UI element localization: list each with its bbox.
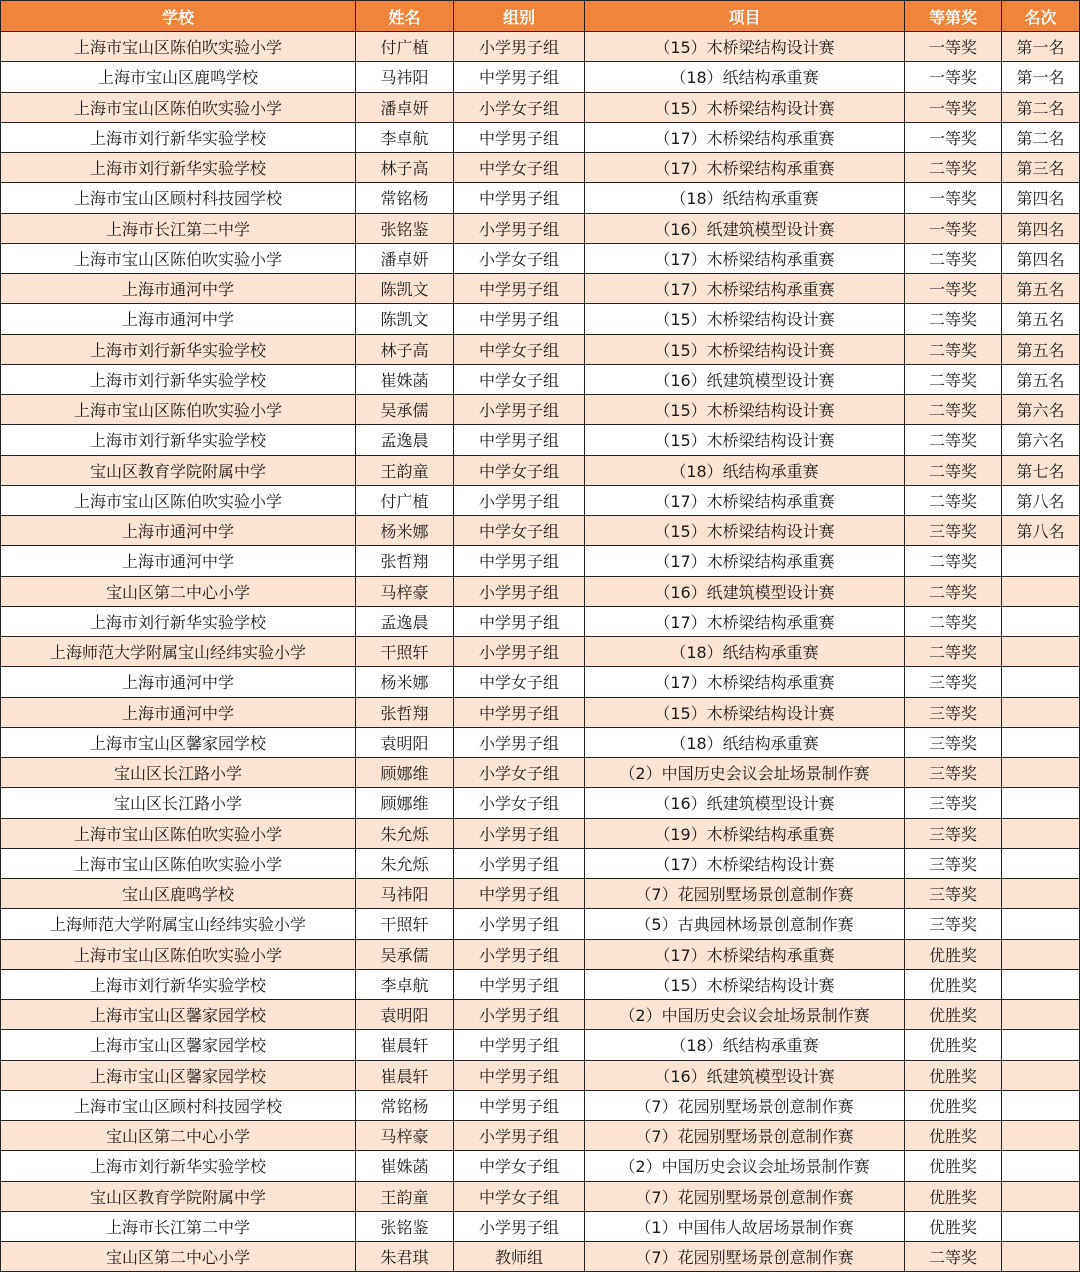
cell-school: 上海市通河中学 — [1, 697, 356, 727]
cell-event: （1）中国伟人故居场景制作赛 — [585, 1211, 905, 1241]
cell-group: 小学女子组 — [454, 788, 585, 818]
cell-school: 上海市刘行新华实验学校 — [1, 425, 356, 455]
cell-event: （18）纸结构承重赛 — [585, 637, 905, 667]
cell-rank — [1002, 758, 1080, 788]
table-row — [1, 32, 1080, 62]
cell-name: 朱君琪 — [356, 1242, 454, 1272]
table-row — [1, 637, 1080, 667]
cell-name: 孟逸晨 — [356, 425, 454, 455]
cell-award: 二等奖 — [905, 1242, 1002, 1272]
table-row — [1, 455, 1080, 485]
cell-group: 小学女子组 — [454, 758, 585, 788]
cell-name: 常铭杨 — [356, 183, 454, 213]
cell-school: 上海市宝山区陈伯吹实验小学 — [1, 939, 356, 969]
cell-name: 朱允烁 — [356, 818, 454, 848]
cell-award: 优胜奖 — [905, 1060, 1002, 1090]
cell-school: 上海市宝山区陈伯吹实验小学 — [1, 848, 356, 878]
header-rank: 名次 — [1002, 1, 1080, 32]
cell-event: （15）木桥梁结构设计赛 — [585, 32, 905, 62]
header-event: 项目 — [585, 1, 905, 32]
cell-award: 二等奖 — [905, 576, 1002, 606]
cell-group: 中学男子组 — [454, 1030, 585, 1060]
cell-school: 上海市宝山区顾村科技园学校 — [1, 1090, 356, 1120]
cell-name: 王韵童 — [356, 1181, 454, 1211]
cell-rank — [1002, 1211, 1080, 1241]
table-header — [1, 1, 1080, 32]
cell-name: 干照轩 — [356, 909, 454, 939]
cell-rank — [1002, 576, 1080, 606]
cell-name: 杨米娜 — [356, 667, 454, 697]
cell-award: 二等奖 — [905, 243, 1002, 273]
cell-event: （18）纸结构承重赛 — [585, 727, 905, 757]
cell-rank — [1002, 697, 1080, 727]
cell-event: （17）木桥梁结构承重赛 — [585, 243, 905, 273]
cell-event: （15）木桥梁结构设计赛 — [585, 516, 905, 546]
cell-group: 中学女子组 — [454, 1151, 585, 1181]
cell-group: 中学女子组 — [454, 364, 585, 394]
cell-school: 上海市宝山区馨家园学校 — [1, 1000, 356, 1030]
table-row — [1, 1181, 1080, 1211]
cell-group: 中学女子组 — [454, 516, 585, 546]
cell-award: 二等奖 — [905, 637, 1002, 667]
cell-event: （17）木桥梁结构承重赛 — [585, 153, 905, 183]
cell-award: 三等奖 — [905, 758, 1002, 788]
cell-name: 马祎阳 — [356, 879, 454, 909]
cell-school: 上海市通河中学 — [1, 546, 356, 576]
cell-name: 林子高 — [356, 334, 454, 364]
table-row — [1, 334, 1080, 364]
cell-rank — [1002, 1121, 1080, 1151]
cell-event: （15）木桥梁结构设计赛 — [585, 425, 905, 455]
cell-group: 中学男子组 — [454, 606, 585, 636]
cell-event: （15）木桥梁结构设计赛 — [585, 92, 905, 122]
cell-name: 陈凯文 — [356, 274, 454, 304]
table-row — [1, 122, 1080, 152]
cell-award: 二等奖 — [905, 546, 1002, 576]
cell-rank: 第三名 — [1002, 153, 1080, 183]
cell-school: 上海市通河中学 — [1, 667, 356, 697]
cell-group: 小学男子组 — [454, 848, 585, 878]
cell-name: 顾娜维 — [356, 788, 454, 818]
cell-award: 二等奖 — [905, 485, 1002, 515]
cell-rank — [1002, 818, 1080, 848]
table-row — [1, 183, 1080, 213]
cell-school: 上海师范大学附属宝山经纬实验小学 — [1, 909, 356, 939]
cell-school: 上海师范大学附属宝山经纬实验小学 — [1, 637, 356, 667]
cell-event: （18）纸结构承重赛 — [585, 62, 905, 92]
cell-school: 上海市宝山区馨家园学校 — [1, 1030, 356, 1060]
cell-group: 中学女子组 — [454, 153, 585, 183]
cell-rank: 第一名 — [1002, 32, 1080, 62]
cell-group: 小学男子组 — [454, 939, 585, 969]
cell-school: 上海市宝山区陈伯吹实验小学 — [1, 243, 356, 273]
cell-group: 小学男子组 — [454, 1211, 585, 1241]
table-row — [1, 274, 1080, 304]
table-row — [1, 606, 1080, 636]
cell-event: （19）木桥梁结构承重赛 — [585, 818, 905, 848]
cell-award: 二等奖 — [905, 425, 1002, 455]
cell-event: （2）中国历史会议会址场景制作赛 — [585, 758, 905, 788]
cell-group: 中学男子组 — [454, 697, 585, 727]
cell-name: 潘卓妍 — [356, 92, 454, 122]
cell-group: 中学男子组 — [454, 274, 585, 304]
cell-school: 宝山区鹿鸣学校 — [1, 879, 356, 909]
cell-rank: 第五名 — [1002, 304, 1080, 334]
cell-award: 一等奖 — [905, 32, 1002, 62]
cell-school: 上海市宝山区馨家园学校 — [1, 1060, 356, 1090]
cell-rank — [1002, 667, 1080, 697]
cell-school: 上海市刘行新华实验学校 — [1, 122, 356, 152]
table-row — [1, 1030, 1080, 1060]
table-row — [1, 243, 1080, 273]
cell-school: 上海市宝山区陈伯吹实验小学 — [1, 395, 356, 425]
cell-event: （15）木桥梁结构设计赛 — [585, 334, 905, 364]
cell-name: 袁明阳 — [356, 1000, 454, 1030]
cell-school: 上海市宝山区鹿鸣学校 — [1, 62, 356, 92]
cell-event: （17）木桥梁结构设计赛 — [585, 848, 905, 878]
cell-name: 顾娜维 — [356, 758, 454, 788]
cell-rank: 第一名 — [1002, 62, 1080, 92]
cell-school: 上海市长江第二中学 — [1, 213, 356, 243]
cell-rank — [1002, 606, 1080, 636]
table-row — [1, 1121, 1080, 1151]
cell-group: 中学男子组 — [454, 1090, 585, 1120]
cell-event: （7）花园别墅场景创意制作赛 — [585, 1181, 905, 1211]
cell-rank — [1002, 909, 1080, 939]
cell-rank: 第四名 — [1002, 213, 1080, 243]
cell-group: 中学男子组 — [454, 1060, 585, 1090]
cell-group: 小学男子组 — [454, 909, 585, 939]
cell-event: （7）花园别墅场景创意制作赛 — [585, 1090, 905, 1120]
cell-award: 二等奖 — [905, 153, 1002, 183]
cell-group: 中学男子组 — [454, 546, 585, 576]
table-row — [1, 395, 1080, 425]
cell-group: 中学女子组 — [454, 455, 585, 485]
cell-group: 小学男子组 — [454, 395, 585, 425]
cell-school: 上海市长江第二中学 — [1, 1211, 356, 1241]
cell-name: 吴承儒 — [356, 939, 454, 969]
cell-award: 二等奖 — [905, 606, 1002, 636]
header-school: 学校 — [1, 1, 356, 32]
cell-event: （16）纸建筑模型设计赛 — [585, 788, 905, 818]
cell-name: 付广植 — [356, 485, 454, 515]
cell-event: （7）花园别墅场景创意制作赛 — [585, 1242, 905, 1272]
cell-school: 上海市宝山区顾村科技园学校 — [1, 183, 356, 213]
table-row — [1, 727, 1080, 757]
cell-name: 张哲翔 — [356, 697, 454, 727]
cell-award: 三等奖 — [905, 727, 1002, 757]
table-row — [1, 213, 1080, 243]
cell-school: 宝山区长江路小学 — [1, 758, 356, 788]
cell-award: 三等奖 — [905, 909, 1002, 939]
cell-rank — [1002, 788, 1080, 818]
cell-rank: 第四名 — [1002, 243, 1080, 273]
cell-group: 中学女子组 — [454, 334, 585, 364]
cell-name: 干照轩 — [356, 637, 454, 667]
cell-rank — [1002, 1060, 1080, 1090]
cell-event: （15）木桥梁结构设计赛 — [585, 304, 905, 334]
table-row — [1, 425, 1080, 455]
cell-name: 崔晨轩 — [356, 1060, 454, 1090]
cell-award: 优胜奖 — [905, 1121, 1002, 1151]
table-row — [1, 153, 1080, 183]
cell-school: 宝山区教育学院附属中学 — [1, 455, 356, 485]
cell-award: 三等奖 — [905, 848, 1002, 878]
cell-event: （16）纸建筑模型设计赛 — [585, 364, 905, 394]
cell-award: 优胜奖 — [905, 1030, 1002, 1060]
cell-rank — [1002, 879, 1080, 909]
cell-group: 教师组 — [454, 1242, 585, 1272]
cell-group: 小学男子组 — [454, 637, 585, 667]
cell-award: 三等奖 — [905, 879, 1002, 909]
cell-event: （17）木桥梁结构承重赛 — [585, 606, 905, 636]
table-row — [1, 909, 1080, 939]
cell-group: 中学女子组 — [454, 667, 585, 697]
cell-event: （17）木桥梁结构承重赛 — [585, 939, 905, 969]
cell-event: （17）木桥梁结构承重赛 — [585, 546, 905, 576]
cell-group: 小学女子组 — [454, 243, 585, 273]
cell-award: 一等奖 — [905, 183, 1002, 213]
cell-name: 袁明阳 — [356, 727, 454, 757]
cell-name: 张铭鉴 — [356, 1211, 454, 1241]
cell-rank — [1002, 848, 1080, 878]
cell-school: 上海市通河中学 — [1, 274, 356, 304]
header-row — [1, 1, 1080, 32]
cell-name: 常铭杨 — [356, 1090, 454, 1120]
cell-rank — [1002, 1090, 1080, 1120]
cell-school: 上海市刘行新华实验学校 — [1, 1151, 356, 1181]
cell-award: 一等奖 — [905, 213, 1002, 243]
cell-group: 中学男子组 — [454, 183, 585, 213]
table-row — [1, 788, 1080, 818]
cell-group: 中学男子组 — [454, 425, 585, 455]
cell-group: 小学男子组 — [454, 576, 585, 606]
cell-name: 马梓豪 — [356, 1121, 454, 1151]
cell-group: 小学男子组 — [454, 213, 585, 243]
cell-group: 小学女子组 — [454, 92, 585, 122]
cell-school: 宝山区教育学院附属中学 — [1, 1181, 356, 1211]
cell-award: 二等奖 — [905, 455, 1002, 485]
cell-rank — [1002, 637, 1080, 667]
cell-event: （15）木桥梁结构设计赛 — [585, 697, 905, 727]
cell-event: （16）纸建筑模型设计赛 — [585, 1060, 905, 1090]
cell-rank: 第八名 — [1002, 485, 1080, 515]
cell-name: 吴承儒 — [356, 395, 454, 425]
cell-award: 一等奖 — [905, 274, 1002, 304]
cell-award: 二等奖 — [905, 364, 1002, 394]
cell-award: 优胜奖 — [905, 939, 1002, 969]
cell-award: 三等奖 — [905, 788, 1002, 818]
cell-group: 小学男子组 — [454, 1121, 585, 1151]
cell-school: 上海市通河中学 — [1, 304, 356, 334]
table-row — [1, 1151, 1080, 1181]
cell-school: 上海市宝山区陈伯吹实验小学 — [1, 92, 356, 122]
cell-group: 中学女子组 — [454, 1181, 585, 1211]
cell-award: 三等奖 — [905, 818, 1002, 848]
cell-name: 崔姝菡 — [356, 364, 454, 394]
table-row — [1, 1000, 1080, 1030]
cell-group: 中学男子组 — [454, 304, 585, 334]
table-row — [1, 697, 1080, 727]
cell-event: （18）纸结构承重赛 — [585, 183, 905, 213]
table-row — [1, 516, 1080, 546]
cell-name: 王韵童 — [356, 455, 454, 485]
table-row — [1, 576, 1080, 606]
cell-rank — [1002, 969, 1080, 999]
cell-name: 孟逸晨 — [356, 606, 454, 636]
cell-event: （7）花园别墅场景创意制作赛 — [585, 879, 905, 909]
cell-rank: 第五名 — [1002, 334, 1080, 364]
table-row — [1, 1242, 1080, 1272]
cell-award: 一等奖 — [905, 122, 1002, 152]
cell-rank — [1002, 1000, 1080, 1030]
cell-rank — [1002, 1151, 1080, 1181]
cell-rank — [1002, 1181, 1080, 1211]
cell-event: （18）纸结构承重赛 — [585, 1030, 905, 1060]
cell-group: 小学男子组 — [454, 485, 585, 515]
cell-group: 中学男子组 — [454, 969, 585, 999]
cell-name: 陈凯文 — [356, 304, 454, 334]
table-row — [1, 546, 1080, 576]
table-row — [1, 1090, 1080, 1120]
table-row — [1, 304, 1080, 334]
table-row — [1, 92, 1080, 122]
cell-name: 朱允烁 — [356, 848, 454, 878]
cell-event: （15）木桥梁结构设计赛 — [585, 969, 905, 999]
cell-award: 二等奖 — [905, 334, 1002, 364]
cell-event: （18）纸结构承重赛 — [585, 455, 905, 485]
table-row — [1, 818, 1080, 848]
cell-school: 上海市刘行新华实验学校 — [1, 364, 356, 394]
cell-school: 上海市宝山区陈伯吹实验小学 — [1, 818, 356, 848]
header-award: 等第奖 — [905, 1, 1002, 32]
cell-group: 中学男子组 — [454, 879, 585, 909]
table-row — [1, 969, 1080, 999]
cell-award: 二等奖 — [905, 395, 1002, 425]
cell-award: 优胜奖 — [905, 1181, 1002, 1211]
cell-rank: 第二名 — [1002, 92, 1080, 122]
cell-rank: 第四名 — [1002, 183, 1080, 213]
cell-award: 优胜奖 — [905, 1090, 1002, 1120]
cell-school: 上海市刘行新华实验学校 — [1, 334, 356, 364]
cell-school: 上海市宝山区陈伯吹实验小学 — [1, 485, 356, 515]
cell-event: （7）花园别墅场景创意制作赛 — [585, 1121, 905, 1151]
cell-event: （17）木桥梁结构承重赛 — [585, 122, 905, 152]
cell-rank: 第五名 — [1002, 364, 1080, 394]
cell-group: 小学男子组 — [454, 32, 585, 62]
cell-school: 上海市通河中学 — [1, 516, 356, 546]
cell-award: 优胜奖 — [905, 1000, 1002, 1030]
cell-award: 优胜奖 — [905, 1211, 1002, 1241]
cell-school: 上海市刘行新华实验学校 — [1, 606, 356, 636]
cell-award: 三等奖 — [905, 667, 1002, 697]
cell-rank: 第八名 — [1002, 516, 1080, 546]
cell-name: 崔姝菡 — [356, 1151, 454, 1181]
table-row — [1, 667, 1080, 697]
cell-name: 李卓航 — [356, 969, 454, 999]
cell-group: 中学男子组 — [454, 122, 585, 152]
cell-event: （2）中国历史会议会址场景制作赛 — [585, 1151, 905, 1181]
table-row — [1, 1211, 1080, 1241]
cell-event: （17）木桥梁结构承重赛 — [585, 485, 905, 515]
cell-award: 三等奖 — [905, 697, 1002, 727]
cell-name: 潘卓妍 — [356, 243, 454, 273]
cell-school: 上海市宝山区馨家园学校 — [1, 727, 356, 757]
cell-award: 优胜奖 — [905, 969, 1002, 999]
cell-name: 张哲翔 — [356, 546, 454, 576]
cell-rank: 第五名 — [1002, 274, 1080, 304]
table-row — [1, 485, 1080, 515]
cell-school: 宝山区长江路小学 — [1, 788, 356, 818]
cell-school: 宝山区第二中心小学 — [1, 576, 356, 606]
cell-award: 一等奖 — [905, 62, 1002, 92]
cell-rank — [1002, 546, 1080, 576]
cell-name: 杨米娜 — [356, 516, 454, 546]
cell-award: 二等奖 — [905, 304, 1002, 334]
cell-rank — [1002, 939, 1080, 969]
cell-event: （5）古典园林场景创意制作赛 — [585, 909, 905, 939]
table-row — [1, 364, 1080, 394]
cell-school: 上海市宝山区陈伯吹实验小学 — [1, 32, 356, 62]
cell-event: （15）木桥梁结构设计赛 — [585, 395, 905, 425]
cell-award: 一等奖 — [905, 92, 1002, 122]
cell-school: 上海市刘行新华实验学校 — [1, 969, 356, 999]
cell-event: （16）纸建筑模型设计赛 — [585, 213, 905, 243]
cell-event: （2）中国历史会议会址场景制作赛 — [585, 1000, 905, 1030]
cell-name: 李卓航 — [356, 122, 454, 152]
cell-school: 上海市刘行新华实验学校 — [1, 153, 356, 183]
cell-rank: 第七名 — [1002, 455, 1080, 485]
cell-group: 小学男子组 — [454, 818, 585, 848]
cell-group: 中学男子组 — [454, 62, 585, 92]
cell-award: 三等奖 — [905, 516, 1002, 546]
header-group: 组别 — [454, 1, 585, 32]
cell-event: （17）木桥梁结构承重赛 — [585, 667, 905, 697]
table-row — [1, 939, 1080, 969]
cell-event: （17）木桥梁结构承重赛 — [585, 274, 905, 304]
cell-group: 小学男子组 — [454, 1000, 585, 1030]
cell-group: 小学男子组 — [454, 727, 585, 757]
table-body — [1, 32, 1080, 1272]
table-row — [1, 758, 1080, 788]
cell-name: 马梓豪 — [356, 576, 454, 606]
cell-rank: 第二名 — [1002, 122, 1080, 152]
table-row — [1, 848, 1080, 878]
table-row — [1, 879, 1080, 909]
cell-rank — [1002, 1242, 1080, 1272]
cell-school: 宝山区第二中心小学 — [1, 1242, 356, 1272]
cell-school: 宝山区第二中心小学 — [1, 1121, 356, 1151]
cell-rank: 第六名 — [1002, 395, 1080, 425]
cell-name: 林子高 — [356, 153, 454, 183]
cell-name: 马祎阳 — [356, 62, 454, 92]
cell-rank — [1002, 727, 1080, 757]
cell-name: 付广植 — [356, 32, 454, 62]
cell-event: （16）纸建筑模型设计赛 — [585, 576, 905, 606]
cell-rank — [1002, 1030, 1080, 1060]
table-row — [1, 62, 1080, 92]
cell-name: 张铭鉴 — [356, 213, 454, 243]
table-row — [1, 1060, 1080, 1090]
cell-name: 崔晨轩 — [356, 1030, 454, 1060]
cell-award: 优胜奖 — [905, 1151, 1002, 1181]
cell-rank: 第六名 — [1002, 425, 1080, 455]
header-name: 姓名 — [356, 1, 454, 32]
